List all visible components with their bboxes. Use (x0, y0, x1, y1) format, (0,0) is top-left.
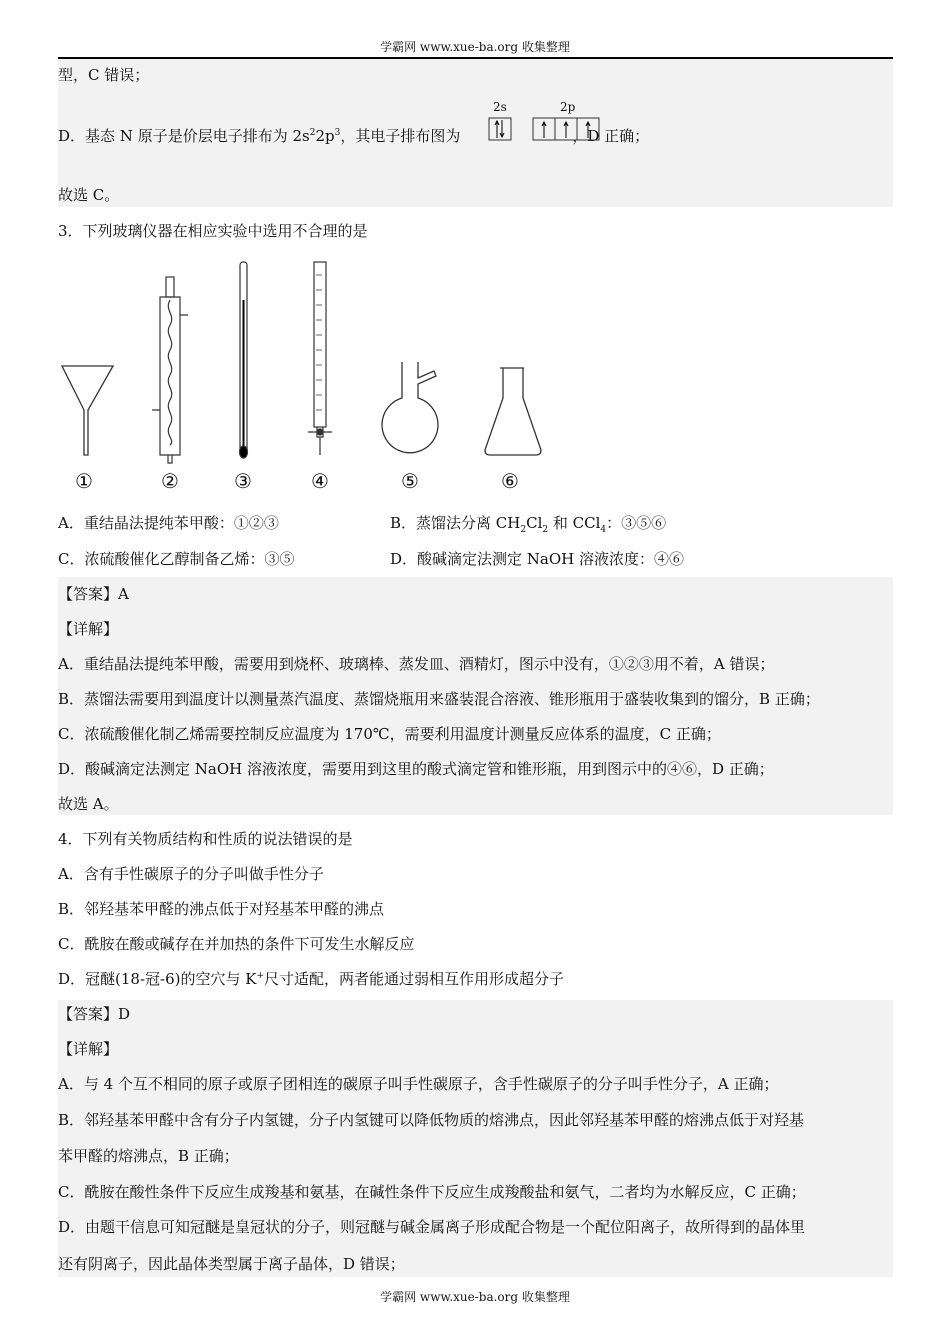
q3-explain-line: B．蒸馏法需要用到温度计以测量蒸汽温度、蒸馏烧瓶用来盛装混合溶液、锥形瓶用于盛装收集到的馏分，B 正确； (58, 690, 820, 708)
q4-stem: 4．下列有关物质结构和性质的说法错误的是 (58, 830, 353, 848)
q4-option-c: C．酰胺在酸或碱存在并加热的条件下可发生水解反应 (58, 935, 415, 953)
q3-option-b: B．蒸馏法分离 $CH_2Cl_2$ 和 CCl$_4$：③⑤⑥ (390, 514, 667, 535)
q4-explain-line: B．邻羟基苯甲醛中含有分子内氢键，分子内氢键可以降低物质的熔沸点，因此邻羟基苯甲醛的熔沸点低于对羟基 (58, 1111, 805, 1129)
q4-explain-line: 苯甲醛的熔沸点，B 正确； (58, 1147, 239, 1165)
q4-answer: 【答案】D (58, 1005, 131, 1023)
prev-conclusion: 故选 C。 (58, 186, 120, 204)
prev-line-d: D．基态 N 原子是价层电子排布为 $2s^22p^3$，其电子排布图为 ，D 正确； (58, 127, 650, 145)
q4-option-d: D．冠醚(18-冠-6)的空穴与 K+尺寸适配，两者能通过弱相互作用形成超分子 (58, 970, 565, 988)
orbital-diagram: 2s 2p (488, 100, 603, 145)
label-2: ② (161, 469, 179, 493)
q4-option-a: A．含有手性碳原子的分子叫做手性分子 (58, 865, 324, 883)
funnel-icon (62, 366, 113, 455)
q3-option-c: C．浓硫酸催化乙醇制备乙烯：③⑤ (58, 550, 295, 568)
q3-explain-line: C．浓硫酸催化制乙烯需要控制反应温度为 170℃，需要利用温度计测量反应体系的温度，C 正确； (58, 725, 721, 743)
q3-explain-line: D．酸碱滴定法测定 NaOH 溶液浓度，需要用到这里的酸式滴定管和锥形瓶，用到图示中的④⑥，D 正确； (58, 760, 774, 778)
conical-flask-icon (485, 368, 541, 455)
q4-explain-line: A．与 4 个互不相同的原子或原子团相连的碳原子叫手性碳原子，含手性碳原子的分子叫手性分子，A 正确； (58, 1075, 779, 1093)
label-3: ③ (234, 469, 252, 493)
label-5: ⑤ (401, 469, 419, 493)
label-4: ④ (311, 469, 329, 493)
page-footer: 学霸网 www.xue-ba.org 收集整理 (380, 1290, 570, 1304)
q4-explain-line: C．酰胺在酸性条件下反应生成羧基和氨基，在碱性条件下反应生成羧酸盐和氨气，二者均为水解反应，C 正确； (58, 1183, 806, 1201)
q3-option-d: D．酸碱滴定法测定 NaOH 溶液浓度：④⑥ (390, 550, 685, 568)
prev-line-c: 型，C 错误； (58, 66, 150, 84)
q4-explain-line: 还有阴离子，因此晶体类型属于离子晶体，D 错误； (58, 1255, 405, 1273)
q4-option-b: B．邻羟基苯甲醛的沸点低于对羟基苯甲醛的沸点 (58, 900, 385, 918)
q3-option-a: A．重结晶法提纯苯甲酸：①②③ (58, 514, 279, 532)
condenser-icon (152, 277, 188, 463)
glassware-figure (0, 0, 950, 500)
distillation-flask-icon (382, 362, 438, 453)
q3-stem: 3．下列玻璃仪器在相应实验中选用不合理的是 (58, 222, 368, 240)
q3-explain-title: 【详解】 (58, 620, 119, 638)
thermometer-icon (240, 262, 248, 458)
q4-explain-title: 【详解】 (58, 1040, 119, 1058)
page-header: 学霸网 www.xue-ba.org 收集整理 (380, 40, 570, 54)
burette-icon (308, 262, 332, 455)
q3-explain-line: A．重结晶法提纯苯甲酸，需要用到烧杯、玻璃棒、蒸发皿、酒精灯，图示中没有，①②③用不着，A 错误； (58, 655, 775, 673)
q3-explain-line: 故选 A。 (58, 795, 119, 813)
q4-explain-line: D．由题干信息可知冠醚是皇冠状的分子，则冠醚与碱金属离子形成配合物是一个配位阳离子，故所得到的晶体里 (58, 1218, 806, 1236)
q3-answer: 【答案】A (58, 585, 129, 603)
label-6: ⑥ (501, 469, 519, 493)
label-1: ① (75, 469, 93, 493)
